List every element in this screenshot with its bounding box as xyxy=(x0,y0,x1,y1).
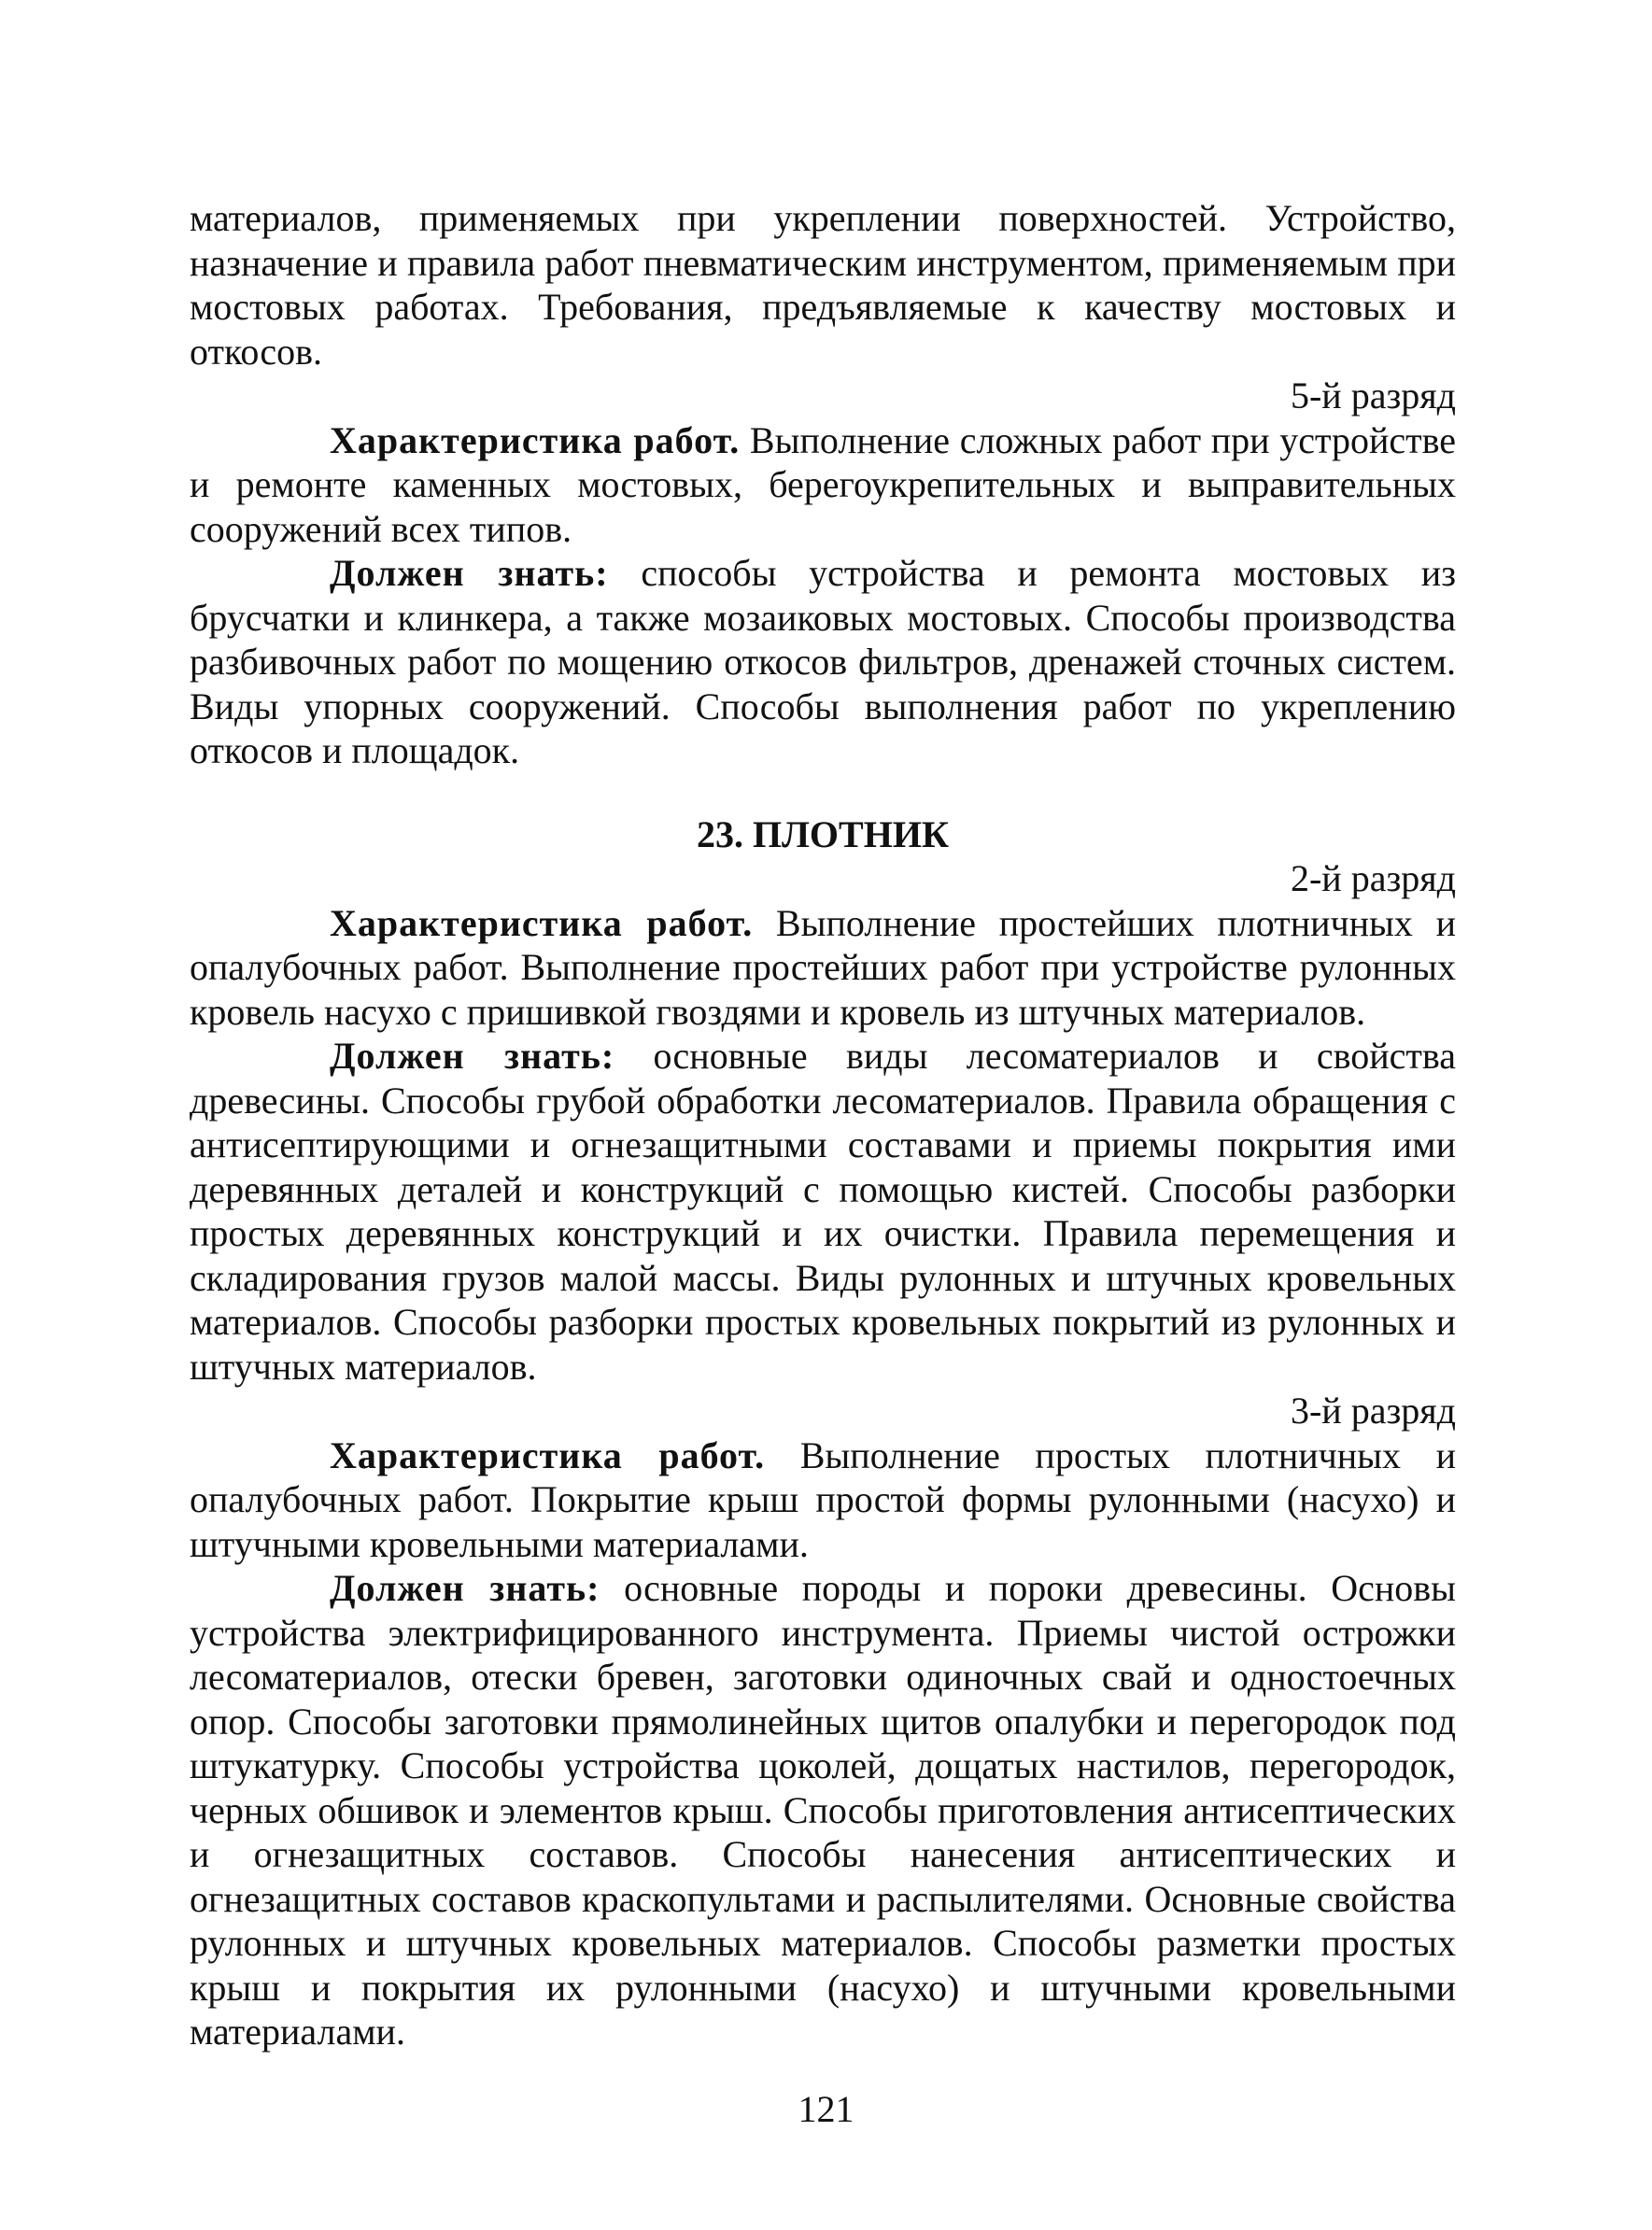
grade-5-know-paragraph xyxy=(190,551,1456,773)
page-body xyxy=(190,196,1456,2054)
grade-5-work-lead: Характеристика работ. xyxy=(330,418,741,461)
grade-5-label: 5-й разряд xyxy=(1290,374,1456,416)
page-number: 121 xyxy=(798,2088,854,2130)
grade-5-work-paragraph xyxy=(190,418,1456,552)
grade-3-work-lead: Характеристика работ. xyxy=(330,1433,766,1476)
grade-3-know-lead: Должен знать: xyxy=(330,1567,600,1609)
grade-2-work-paragraph xyxy=(190,901,1456,1035)
grade-2-know-paragraph xyxy=(190,1034,1456,1389)
grade-3-work-text: Выполнение простых плотничных и опалубочных работ. Покрытие крыш простой формы рулонными (насухо) и штучными кровельными материалами. xyxy=(190,1433,1456,1565)
grade-5-know-lead: Должен знать: xyxy=(330,552,609,594)
grade-2-know-text: основные виды лесоматериалов и свойства древесины. Способы грубой обработки лесоматериалов. Правила обращения с антисептирующими и огнезащитными составами и приемы покрытия ими деревянных деталей и конструкций с помощью кистей. Способы разборки простых деревянных конструкций и их очистки. Правила перемещения и складирования грузов малой массы. Виды рулонных и штучных кровельных материалов. Способы разборки простых кровельных покрытий из рулонных и штучных материалов. xyxy=(190,1035,1456,1388)
grade-2-know-lead: Должен знать: xyxy=(330,1035,615,1077)
grade-2-work-lead: Характеристика работ. xyxy=(330,901,754,944)
grade-2-work-text: Выполнение простейших плотничных и опалубочных работ. Выполнение простейших работ при устройстве рулонных кровель насухо с пришивкой гвоздями и кровель из штучных материалов. xyxy=(190,901,1456,1033)
section-title: 23. ПЛОТНИК xyxy=(697,812,949,855)
grade-2-label: 2-й разряд xyxy=(1290,857,1456,899)
grade-3-know-text: основные породы и пороки древесины. Основы устройства электрифицированного инструмента. Приемы чистой острожки лесоматериалов, отески бревен, заготовки одиночных свай и одностоечных опор. Способы заготовки прямолинейных щитов опалубки и перегородок под штукатурку. Способы устройства цоколей, дощатых настилов, перегородок, черных обшивок и элементов крыш. Способы приготовления антисептических и огнезащитных составов. Способы нанесения антисептических и огнезащитных составов краскопультами и распылителями. Основные свойства рулонных и штучных кровельных материалов. Способы разметки простых крыш и покрытия их рулонными (насухо) и штучными кровельными материалами. xyxy=(190,1567,1457,2053)
grade-3-work-paragraph xyxy=(190,1433,1456,1567)
continuation-paragraph: материалов, применяемых при укреплении поверхностей. Устройство, назначение и правила работ пневматическим инструментом, применяемым при мостовых работах. Требования, предъявляемые к качеству мостовых и откосов. xyxy=(190,197,1456,373)
grade-5-work-text: Выполнение сложных работ при устройстве и ремонте каменных мостовых, берегоукрепительных и выправительных сооружений всех типов. xyxy=(190,418,1456,550)
grade-3-know-paragraph xyxy=(190,1566,1456,2054)
grade-5-know-text: способы устройства и ремонта мостовых из брусчатки и клинкера, а также мозаиковых мостовых. Способы производства разбивочных работ по мощению откосов фильтров, дренажей сточных систем. Виды упорных сооружений. Способы выполнения работ по укреплению откосов и площадок. xyxy=(190,552,1457,771)
grade-3-label: 3-й разряд xyxy=(1290,1390,1456,1432)
